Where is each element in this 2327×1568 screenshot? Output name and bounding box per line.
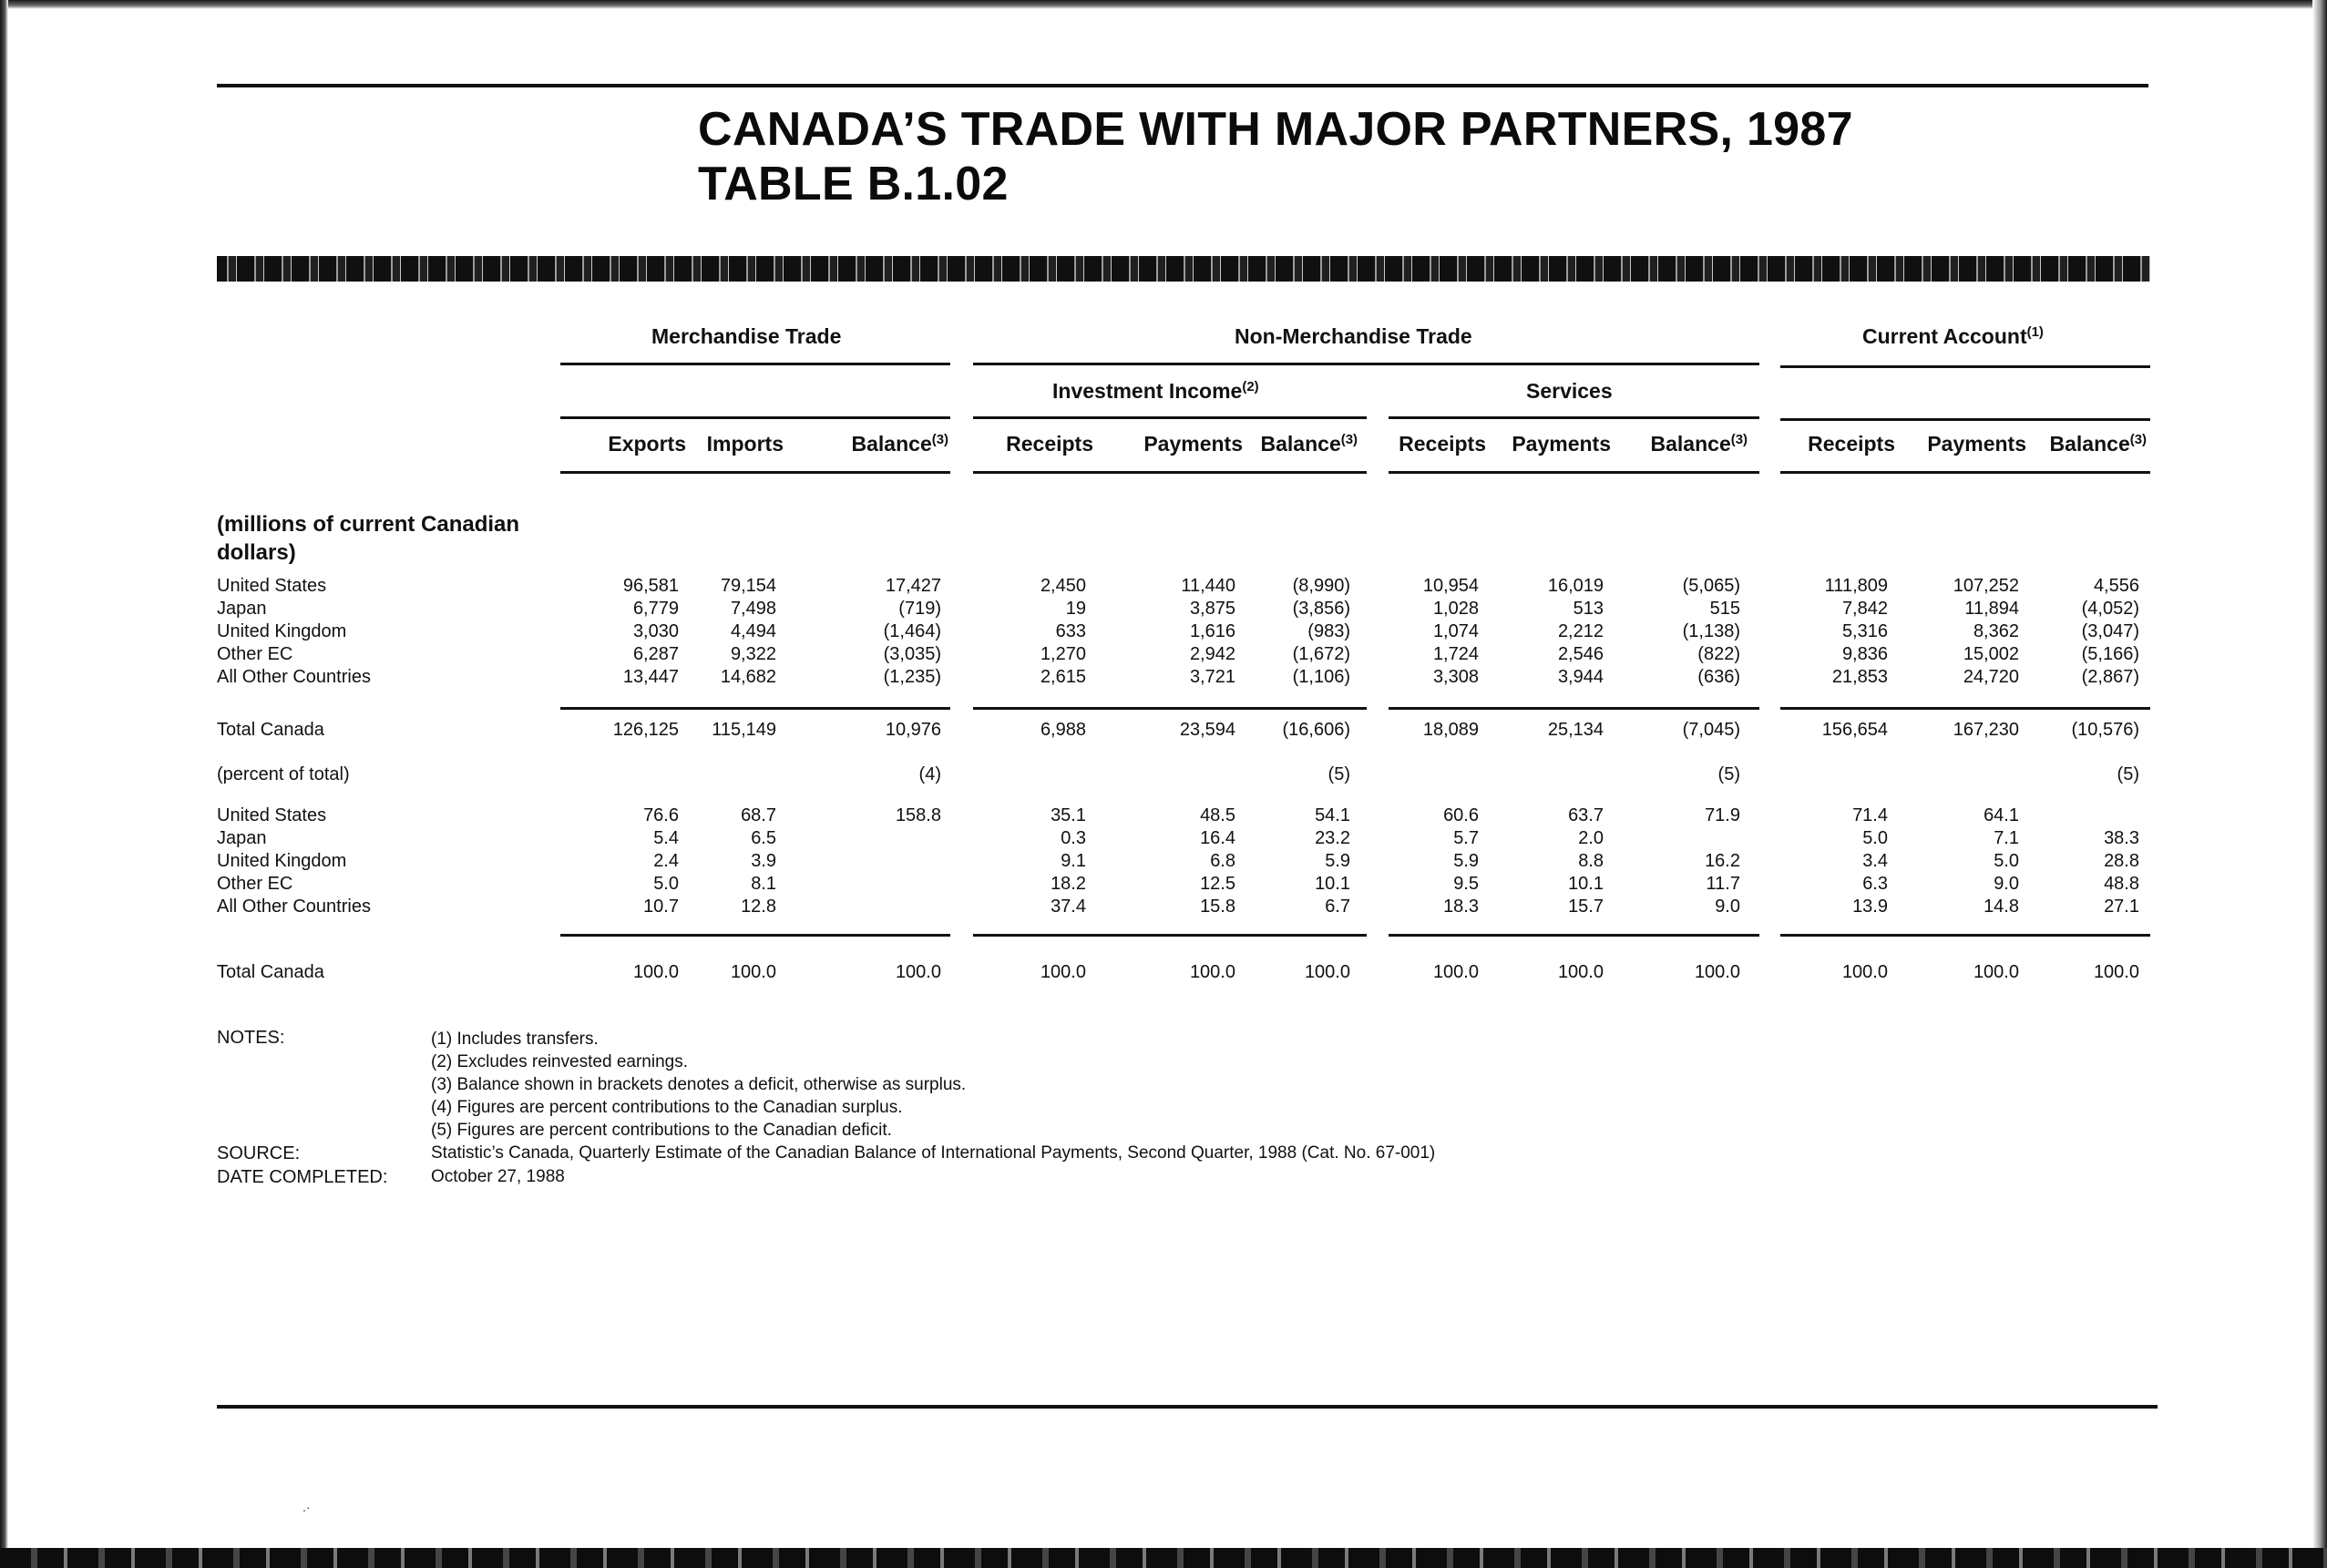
source-label: SOURCE: <box>217 1143 301 1163</box>
table-cell: 8,362 <box>1973 621 2019 641</box>
table-cell: 100.0 <box>730 962 776 982</box>
title-line-1: CANADA’S TRADE WITH MAJOR PARTNERS, 1987 <box>698 103 1853 156</box>
table-cell: (636) <box>1697 667 1740 687</box>
page-title <box>698 102 1853 211</box>
table-cell: 100.0 <box>1040 962 1086 982</box>
note-item: (4) Figures are percent contributions to the Canadian surplus. <box>431 1098 903 1117</box>
table-cell: 17,427 <box>885 576 941 596</box>
table-cell: 158.8 <box>895 805 941 825</box>
table-cell: 633 <box>1055 621 1086 641</box>
column-header-rule <box>1389 471 1759 474</box>
column-header-label: Payments <box>1143 432 1243 456</box>
note-item: (3) Balance shown in brackets denotes a deficit, otherwise as surplus. <box>431 1075 967 1094</box>
row-label: All Other Countries <box>217 667 371 687</box>
row-label: United States <box>217 805 327 825</box>
table-cell: 5.7 <box>1453 828 1479 848</box>
column-header-label: Balance <box>2049 432 2130 456</box>
table-cell: (822) <box>1697 644 1740 664</box>
table-cell: (7,045) <box>1682 720 1740 740</box>
column-header-imports <box>610 432 784 456</box>
table-cell: 13.9 <box>1852 897 1888 917</box>
column-header-label: Exports <box>608 432 686 456</box>
subtotal-rule <box>560 934 950 937</box>
table-cell: 107,252 <box>1953 576 2019 596</box>
balance-footnote: (3) <box>2129 431 2147 447</box>
table-cell: 18,089 <box>1422 720 1479 740</box>
table-cell: 60.6 <box>1443 805 1479 825</box>
table-cell: 48.5 <box>1200 805 1235 825</box>
table-cell: 23.2 <box>1315 828 1350 848</box>
non-merchandise-group-rule <box>973 363 1759 365</box>
table-cell: 100.0 <box>632 962 679 982</box>
column-header-label: Payments <box>1512 432 1611 456</box>
table-cell: 3.9 <box>751 851 776 871</box>
table-cell: 7.1 <box>1994 828 2019 848</box>
column-header-label: Payments <box>1927 432 2026 456</box>
table-cell: 1,724 <box>1432 644 1479 664</box>
table-cell: 9.0 <box>1994 874 2019 894</box>
table-cell: 100.0 <box>1694 962 1740 982</box>
table-cell: 5.0 <box>1862 828 1888 848</box>
table-cell: (1,464) <box>883 621 941 641</box>
table-cell: 111,809 <box>1824 576 1888 596</box>
table-cell: 100.0 <box>1304 962 1350 982</box>
subtotal-rule <box>973 934 1367 937</box>
table-cell: (5) <box>2117 764 2139 784</box>
balance-footnote: (3) <box>931 431 948 447</box>
table-cell: 6,287 <box>632 644 679 664</box>
services-rule <box>1389 416 1759 419</box>
table-cell: (1,138) <box>1682 621 1740 641</box>
column-header-label: Receipts <box>1006 432 1093 456</box>
header-non-merchandise-trade: Non-Merchandise Trade <box>1235 324 1472 348</box>
table-cell: 71.4 <box>1852 805 1888 825</box>
table-cell: 100.0 <box>1557 962 1604 982</box>
row-label: Japan <box>217 599 267 619</box>
table-cell: 100.0 <box>2093 962 2139 982</box>
table-cell: 14.8 <box>1984 897 2019 917</box>
table-cell: 16.4 <box>1200 828 1235 848</box>
row-label: Total Canada <box>217 962 324 982</box>
table-cell: 156,654 <box>1821 720 1888 740</box>
table-cell: (3,047) <box>2081 621 2139 641</box>
table-cell: 8.1 <box>751 874 776 894</box>
current-account-footnote: (1) <box>2026 323 2044 340</box>
header-investment-income <box>1052 379 1259 404</box>
table-cell: 2.0 <box>1578 828 1604 848</box>
table-cell: 6.5 <box>751 828 776 848</box>
table-cell: (10,576) <box>2071 720 2139 740</box>
table-cell: (3,035) <box>883 644 941 664</box>
row-label: Other EC <box>217 644 293 664</box>
table-cell: 79,154 <box>720 576 776 596</box>
table-cell: (1,672) <box>1292 644 1350 664</box>
table-cell: 11.7 <box>1706 874 1740 894</box>
table-cell: 1,028 <box>1432 599 1479 619</box>
table-cell: 54.1 <box>1315 805 1350 825</box>
header-services: Services <box>1526 379 1613 403</box>
decorative-band <box>217 256 2150 282</box>
table-cell: 6.3 <box>1862 874 1888 894</box>
table-cell: 38.3 <box>2104 828 2139 848</box>
table-cell: 12.5 <box>1200 874 1235 894</box>
date-completed-label: DATE COMPLETED: <box>217 1167 388 1187</box>
table-cell: 6.7 <box>1325 897 1350 917</box>
table-cell: 5.0 <box>1994 851 2019 871</box>
investment-income-label: Investment Income <box>1052 379 1243 403</box>
table-cell: 100.0 <box>895 962 941 982</box>
column-header-rule <box>973 471 1367 474</box>
note-item: (5) Figures are percent contributions to the Canadian deficit. <box>431 1121 892 1140</box>
table-cell: 126,125 <box>612 720 679 740</box>
table-cell: 3,721 <box>1189 667 1235 687</box>
row-label: United States <box>217 576 327 596</box>
bottom-rule <box>217 1405 2158 1409</box>
header-merchandise-trade: Merchandise Trade <box>651 324 842 348</box>
table-cell: (1,106) <box>1292 667 1350 687</box>
table-cell: 513 <box>1573 599 1604 619</box>
table-cell: (4) <box>918 764 941 784</box>
table-cell: 76.6 <box>643 805 679 825</box>
table-cell: 515 <box>1709 599 1740 619</box>
subtotal-rule <box>1389 934 1759 937</box>
subgroup-rule <box>560 416 950 419</box>
table-cell: 8.8 <box>1578 851 1604 871</box>
table-cell: (16,606) <box>1282 720 1350 740</box>
table-cell: 24,720 <box>1963 667 2019 687</box>
table-cell: 19 <box>1065 599 1086 619</box>
table-cell: 1,616 <box>1189 621 1235 641</box>
scan-edge-left <box>0 0 8 1568</box>
date-completed-text: October 27, 1988 <box>431 1167 565 1186</box>
table-cell: 5,316 <box>1841 621 1888 641</box>
scan-edge-right <box>2312 0 2327 1568</box>
column-header-label: Balance <box>1650 432 1731 456</box>
table-cell: 9,322 <box>730 644 776 664</box>
merchandise-group-rule <box>560 363 950 365</box>
table-cell: (4,052) <box>2081 599 2139 619</box>
subtotal-rule <box>1389 707 1759 710</box>
table-cell: 10.7 <box>643 897 679 917</box>
table-cell: (5) <box>1328 764 1350 784</box>
table-cell: 2,212 <box>1557 621 1604 641</box>
table-cell: 6,779 <box>632 599 679 619</box>
column-header-label: Receipts <box>1399 432 1486 456</box>
column-header-label: Receipts <box>1808 432 1895 456</box>
table-cell: 10,954 <box>1422 576 1479 596</box>
scan-speck: .· <box>302 1500 311 1514</box>
table-cell: 2.4 <box>653 851 679 871</box>
table-cell: 9.1 <box>1061 851 1086 871</box>
balance-footnote: (3) <box>1340 431 1358 447</box>
table-cell: 100.0 <box>1973 962 2019 982</box>
table-cell: 96,581 <box>622 576 679 596</box>
table-cell: 10,976 <box>885 720 941 740</box>
table-cell: 5.0 <box>653 874 679 894</box>
table-cell: 2,450 <box>1040 576 1086 596</box>
table-cell: 18.2 <box>1051 874 1086 894</box>
current-account-label: Current Account <box>1862 324 2027 348</box>
table-cell: 28.8 <box>2104 851 2139 871</box>
header-current-account <box>1862 324 2044 349</box>
table-cell: (5,166) <box>2081 644 2139 664</box>
column-header-rule <box>560 471 950 474</box>
subtotal-rule <box>973 707 1367 710</box>
table-cell: 9.5 <box>1453 874 1479 894</box>
row-label: United Kingdom <box>217 621 347 641</box>
table-cell: 6.8 <box>1210 851 1235 871</box>
balance-footnote: (3) <box>1730 431 1748 447</box>
table-cell: 10.1 <box>1315 874 1350 894</box>
table-cell: 37.4 <box>1051 897 1086 917</box>
table-cell: 12.8 <box>741 897 776 917</box>
table-cell: 68.7 <box>741 805 776 825</box>
table-cell: 14,682 <box>720 667 776 687</box>
table-cell: 6,988 <box>1040 720 1086 740</box>
table-cell: 23,594 <box>1179 720 1235 740</box>
table-cell: 4,556 <box>2093 576 2139 596</box>
scan-edge-bottom <box>0 1548 2327 1568</box>
table-cell: 11,440 <box>1181 576 1235 596</box>
table-cell: 100.0 <box>1189 962 1235 982</box>
row-label: Total Canada <box>217 720 324 740</box>
scan-edge-top <box>0 0 2327 9</box>
table-cell: 9.0 <box>1715 897 1740 917</box>
row-label: (percent of total) <box>217 764 350 784</box>
subtotal-rule <box>1780 934 2150 937</box>
table-cell: 2,942 <box>1189 644 1235 664</box>
row-label: Japan <box>217 828 267 848</box>
table-cell: 63.7 <box>1568 805 1604 825</box>
table-cell: 48.8 <box>2104 874 2139 894</box>
table-cell: 167,230 <box>1953 720 2019 740</box>
table-cell: 5.4 <box>653 828 679 848</box>
table-cell: 1,270 <box>1040 644 1086 664</box>
table-cell: 5.9 <box>1325 851 1350 871</box>
table-caption: (millions of current Canadian dollars) <box>217 512 520 565</box>
table-cell: 9,836 <box>1841 644 1888 664</box>
note-item: (1) Includes transfers. <box>431 1030 599 1049</box>
table-cell: 100.0 <box>1841 962 1888 982</box>
subtotal-rule <box>1780 707 2150 710</box>
table-cell: 15.7 <box>1568 897 1604 917</box>
table-cell: 3,944 <box>1557 667 1604 687</box>
column-header-label: Balance <box>851 432 932 456</box>
table-cell: 3,308 <box>1432 667 1479 687</box>
title-line-2: TABLE B.1.02 <box>698 158 1009 210</box>
table-cell: 0.3 <box>1061 828 1086 848</box>
top-rule <box>217 84 2148 87</box>
table-cell: 100.0 <box>1432 962 1479 982</box>
table-cell: 11,894 <box>1964 599 2019 619</box>
table-cell: (5) <box>1717 764 1740 784</box>
column-header-rule <box>1780 471 2150 474</box>
table-cell: (1,235) <box>883 667 941 687</box>
column-header-balance <box>1973 432 2147 456</box>
column-header-label: Imports <box>706 432 784 456</box>
table-cell: 3,030 <box>632 621 679 641</box>
table-cell: 2,615 <box>1040 667 1086 687</box>
table-cell: 16.2 <box>1705 851 1740 871</box>
table-cell: 3.4 <box>1862 851 1888 871</box>
table-cell: 1,074 <box>1432 621 1479 641</box>
subtotal-rule <box>560 707 950 710</box>
column-header-label: Balance <box>1260 432 1341 456</box>
table-cell: 64.1 <box>1984 805 2019 825</box>
table-cell: 10.1 <box>1568 874 1604 894</box>
column-header-receipts <box>920 432 1093 456</box>
row-label: All Other Countries <box>217 897 371 917</box>
table-cell: 18.3 <box>1443 897 1479 917</box>
table-cell: 3,875 <box>1189 599 1235 619</box>
table-cell: 15,002 <box>1963 644 2019 664</box>
note-item: (2) Excludes reinvested earnings. <box>431 1052 688 1071</box>
table-cell: 27.1 <box>2104 897 2139 917</box>
table-cell: 2,546 <box>1557 644 1604 664</box>
table-cell: 4,494 <box>730 621 776 641</box>
table-cell: 71.9 <box>1705 805 1740 825</box>
table-cell: 7,498 <box>730 599 776 619</box>
table-cell: 15.8 <box>1200 897 1235 917</box>
table-cell: (5,065) <box>1682 576 1740 596</box>
table-cell: (983) <box>1307 621 1350 641</box>
investment-income-footnote: (2) <box>1242 378 1259 395</box>
table-cell: (8,990) <box>1292 576 1350 596</box>
table-cell: (719) <box>898 599 941 619</box>
table-cell: 13,447 <box>622 667 679 687</box>
table-cell: 16,019 <box>1547 576 1604 596</box>
table-cell: (2,867) <box>2081 667 2139 687</box>
row-label: United Kingdom <box>217 851 347 871</box>
row-label: Other EC <box>217 874 293 894</box>
notes-label: NOTES: <box>217 1028 285 1048</box>
subgroup-rule <box>1780 418 2150 421</box>
current-account-group-rule <box>1780 365 2150 368</box>
table-cell: 25,134 <box>1547 720 1604 740</box>
investment-income-rule <box>973 416 1367 419</box>
table-cell: 7,842 <box>1841 599 1888 619</box>
table-cell: 5.9 <box>1453 851 1479 871</box>
source-text: Statistic’s Canada, Quarterly Estimate of the Canadian Balance of International Payments, Second Quarter, 1988 (Cat. No. 67-001) <box>431 1143 1436 1163</box>
table-cell: (3,856) <box>1292 599 1350 619</box>
table-cell: 21,853 <box>1831 667 1888 687</box>
table-cell: 35.1 <box>1051 805 1086 825</box>
table-cell: 115,149 <box>712 720 776 740</box>
